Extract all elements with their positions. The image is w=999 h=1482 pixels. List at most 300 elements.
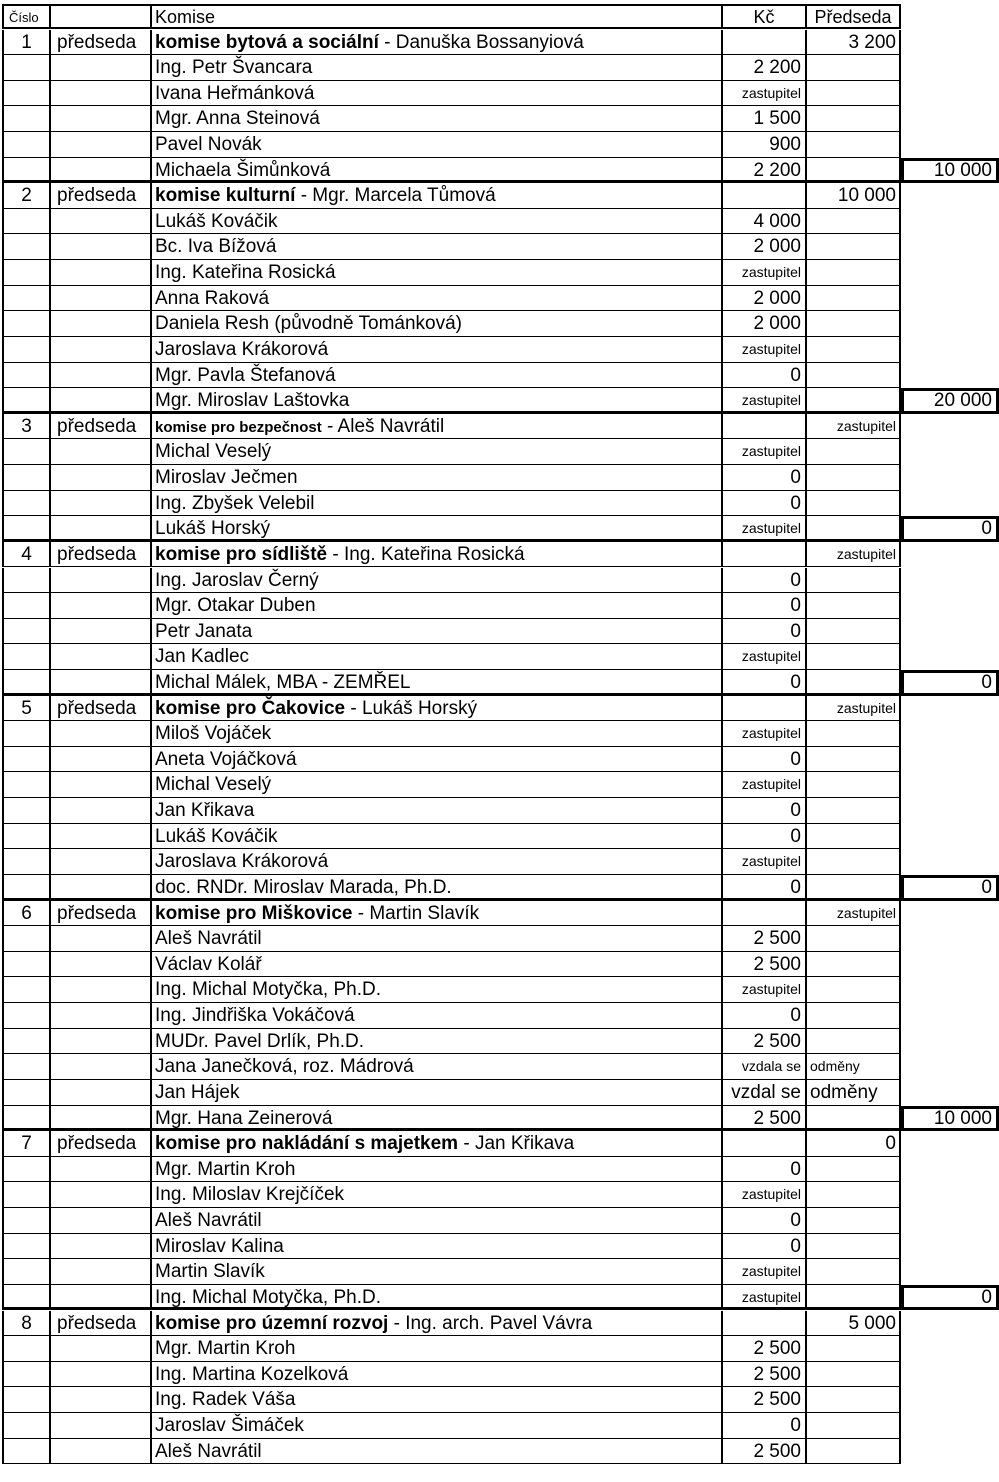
cell-kc[interactable]: 0 xyxy=(723,1003,807,1029)
cell-predseda[interactable] xyxy=(807,1362,901,1388)
cell-member-name[interactable]: Aleš Navrátil xyxy=(152,1439,723,1465)
cell-number[interactable] xyxy=(2,260,51,286)
cell-kc[interactable] xyxy=(723,1131,807,1157)
cell-predseda[interactable] xyxy=(807,1285,901,1311)
cell-predseda[interactable] xyxy=(807,1259,901,1285)
cell-total[interactable] xyxy=(901,1182,999,1208)
cell-member-name[interactable]: Ing. Kateřina Rosická xyxy=(152,260,723,286)
cell-kc[interactable]: 2 200 xyxy=(723,55,807,81)
cell-predseda[interactable]: zastupitel xyxy=(807,542,901,568)
cell-total[interactable] xyxy=(901,311,999,337)
cell-number[interactable] xyxy=(2,465,51,491)
cell-number[interactable] xyxy=(2,977,51,1003)
cell-role[interactable] xyxy=(51,234,152,260)
cell-kc[interactable]: 2 000 xyxy=(723,286,807,312)
cell-kc[interactable]: 0 xyxy=(723,1157,807,1183)
cell-number[interactable] xyxy=(2,1439,51,1465)
cell-kc[interactable]: 0 xyxy=(723,1208,807,1234)
cell-kc[interactable]: 2 000 xyxy=(723,311,807,337)
cell-predseda[interactable] xyxy=(807,952,901,978)
header-blank[interactable] xyxy=(51,4,152,29)
cell-member-name[interactable]: Mgr. Otakar Duben xyxy=(152,593,723,619)
cell-member-name[interactable]: Jan Kadlec xyxy=(152,644,723,670)
cell-commission[interactable] xyxy=(152,30,723,56)
cell-predseda[interactable] xyxy=(807,1208,901,1234)
cell-total[interactable] xyxy=(901,721,999,747)
cell-kc[interactable]: vzdal se xyxy=(723,1080,807,1106)
cell-role[interactable] xyxy=(51,1387,152,1413)
cell-member-name[interactable]: Michal Veselý xyxy=(152,772,723,798)
cell-total[interactable] xyxy=(901,1387,999,1413)
cell-role[interactable] xyxy=(51,1003,152,1029)
cell-role[interactable] xyxy=(51,721,152,747)
cell-role[interactable]: předseda xyxy=(51,1311,152,1337)
cell-number[interactable] xyxy=(2,491,51,517)
cell-role[interactable] xyxy=(51,798,152,824)
cell-number[interactable] xyxy=(2,798,51,824)
cell-number[interactable] xyxy=(2,1080,51,1106)
cell-number[interactable] xyxy=(2,952,51,978)
cell-number[interactable] xyxy=(2,1208,51,1234)
cell-member-name[interactable]: Jan Hájek xyxy=(152,1080,723,1106)
cell-role[interactable] xyxy=(51,875,152,901)
cell-kc[interactable]: 0 xyxy=(723,798,807,824)
cell-total[interactable] xyxy=(901,1234,999,1260)
cell-kc[interactable]: 2 500 xyxy=(723,1336,807,1362)
cell-total[interactable] xyxy=(901,1259,999,1285)
cell-kc[interactable]: 2 000 xyxy=(723,234,807,260)
cell-commission[interactable] xyxy=(152,1131,723,1157)
cell-kc[interactable]: 900 xyxy=(723,132,807,158)
cell-commission[interactable] xyxy=(152,414,723,440)
cell-total[interactable] xyxy=(901,772,999,798)
cell-total[interactable] xyxy=(901,1029,999,1055)
cell-number[interactable] xyxy=(2,1362,51,1388)
cell-number[interactable] xyxy=(2,1336,51,1362)
cell-kc[interactable]: zastupitel xyxy=(723,439,807,465)
cell-kc[interactable]: 0 xyxy=(723,1413,807,1439)
cell-predseda[interactable] xyxy=(807,1157,901,1183)
cell-total[interactable] xyxy=(901,81,999,107)
cell-commission[interactable] xyxy=(152,183,723,209)
cell-member-name[interactable]: Aleš Navrátil xyxy=(152,1208,723,1234)
cell-total[interactable]: 0 xyxy=(901,670,999,696)
cell-commission[interactable] xyxy=(152,1311,723,1337)
cell-predseda[interactable] xyxy=(807,286,901,312)
cell-number[interactable]: 3 xyxy=(2,414,51,440)
cell-member-name[interactable]: Lukáš Horský xyxy=(152,516,723,542)
cell-kc[interactable]: 0 xyxy=(723,824,807,850)
cell-member-name[interactable]: Ing. Miloslav Krejčíček xyxy=(152,1182,723,1208)
cell-number[interactable] xyxy=(2,670,51,696)
cell-kc[interactable]: zastupitel xyxy=(723,849,807,875)
cell-member-name[interactable]: Aleš Navrátil xyxy=(152,926,723,952)
cell-kc[interactable]: 2 500 xyxy=(723,926,807,952)
cell-number[interactable] xyxy=(2,1387,51,1413)
cell-role[interactable]: předseda xyxy=(51,542,152,568)
cell-predseda[interactable] xyxy=(807,311,901,337)
cell-predseda[interactable]: 0 xyxy=(807,1131,901,1157)
cell-number[interactable] xyxy=(2,363,51,389)
cell-number[interactable] xyxy=(2,311,51,337)
cell-predseda[interactable] xyxy=(807,260,901,286)
cell-number[interactable] xyxy=(2,132,51,158)
cell-predseda[interactable] xyxy=(807,234,901,260)
cell-kc[interactable] xyxy=(723,542,807,568)
cell-role[interactable] xyxy=(51,209,152,235)
cell-role[interactable] xyxy=(51,1208,152,1234)
cell-predseda[interactable] xyxy=(807,1439,901,1465)
cell-role[interactable] xyxy=(51,286,152,312)
cell-member-name[interactable]: Bc. Iva Bížová xyxy=(152,234,723,260)
cell-role[interactable] xyxy=(51,1234,152,1260)
cell-predseda[interactable]: odměny xyxy=(807,1080,901,1106)
cell-total[interactable] xyxy=(901,1054,999,1080)
cell-number[interactable] xyxy=(2,1003,51,1029)
cell-number[interactable] xyxy=(2,644,51,670)
cell-kc[interactable]: zastupitel xyxy=(723,977,807,1003)
cell-predseda[interactable] xyxy=(807,593,901,619)
cell-role[interactable] xyxy=(51,363,152,389)
cell-number[interactable] xyxy=(2,619,51,645)
cell-member-name[interactable]: Mgr. Miroslav Laštovka xyxy=(152,388,723,414)
cell-kc[interactable]: zastupitel xyxy=(723,644,807,670)
cell-kc[interactable]: 2 200 xyxy=(723,158,807,184)
cell-predseda[interactable] xyxy=(807,849,901,875)
cell-kc[interactable]: vzdala se xyxy=(723,1054,807,1080)
cell-kc[interactable]: zastupitel xyxy=(723,516,807,542)
cell-number[interactable] xyxy=(2,1106,51,1132)
cell-role[interactable] xyxy=(51,619,152,645)
cell-predseda[interactable] xyxy=(807,516,901,542)
cell-total[interactable] xyxy=(901,491,999,517)
cell-total[interactable] xyxy=(901,593,999,619)
cell-member-name[interactable]: Ivana Heřmánková xyxy=(152,81,723,107)
cell-member-name[interactable]: Miroslav Kalina xyxy=(152,1234,723,1260)
cell-kc[interactable]: 0 xyxy=(723,747,807,773)
cell-number[interactable] xyxy=(2,1413,51,1439)
cell-role[interactable] xyxy=(51,824,152,850)
cell-kc[interactable]: 0 xyxy=(723,363,807,389)
cell-kc[interactable] xyxy=(723,696,807,722)
cell-member-name[interactable]: Ing. Michal Motyčka, Ph.D. xyxy=(152,977,723,1003)
cell-number[interactable]: 5 xyxy=(2,696,51,722)
cell-kc[interactable]: 2 500 xyxy=(723,1106,807,1132)
cell-role[interactable] xyxy=(51,593,152,619)
cell-kc[interactable]: zastupitel xyxy=(723,260,807,286)
cell-kc[interactable] xyxy=(723,30,807,56)
cell-role[interactable] xyxy=(51,747,152,773)
cell-member-name[interactable]: Martin Slavík xyxy=(152,1259,723,1285)
cell-predseda[interactable] xyxy=(807,721,901,747)
cell-member-name[interactable]: MUDr. Pavel Drlík, Ph.D. xyxy=(152,1029,723,1055)
cell-number[interactable] xyxy=(2,1029,51,1055)
cell-total[interactable] xyxy=(901,132,999,158)
cell-member-name[interactable]: Jaroslav Šimáček xyxy=(152,1413,723,1439)
cell-total[interactable]: 10 000 xyxy=(901,1106,999,1132)
cell-total[interactable] xyxy=(901,260,999,286)
cell-role[interactable] xyxy=(51,311,152,337)
cell-kc[interactable]: 2 500 xyxy=(723,1362,807,1388)
cell-kc[interactable]: 1 500 xyxy=(723,106,807,132)
cell-predseda[interactable] xyxy=(807,132,901,158)
cell-member-name[interactable]: Mgr. Anna Steinová xyxy=(152,106,723,132)
cell-member-name[interactable]: Pavel Novák xyxy=(152,132,723,158)
cell-number[interactable] xyxy=(2,439,51,465)
cell-number[interactable]: 4 xyxy=(2,542,51,568)
cell-role[interactable] xyxy=(51,132,152,158)
cell-predseda[interactable] xyxy=(807,875,901,901)
cell-role[interactable] xyxy=(51,106,152,132)
cell-total[interactable] xyxy=(901,619,999,645)
cell-total[interactable] xyxy=(901,106,999,132)
cell-total[interactable] xyxy=(901,1413,999,1439)
cell-number[interactable] xyxy=(2,209,51,235)
cell-role[interactable]: předseda xyxy=(51,1131,152,1157)
cell-role[interactable] xyxy=(51,260,152,286)
cell-predseda[interactable] xyxy=(807,619,901,645)
cell-role[interactable]: předseda xyxy=(51,30,152,56)
cell-predseda[interactable] xyxy=(807,1413,901,1439)
cell-member-name[interactable]: Lukáš Kováčik xyxy=(152,824,723,850)
cell-total[interactable] xyxy=(901,286,999,312)
cell-role[interactable] xyxy=(51,388,152,414)
cell-kc[interactable] xyxy=(723,183,807,209)
cell-kc[interactable]: zastupitel xyxy=(723,81,807,107)
cell-predseda[interactable] xyxy=(807,670,901,696)
cell-role[interactable] xyxy=(51,1029,152,1055)
cell-role[interactable] xyxy=(51,1362,152,1388)
cell-number[interactable] xyxy=(2,1157,51,1183)
cell-member-name[interactable]: Mgr. Martin Kroh xyxy=(152,1157,723,1183)
cell-predseda[interactable] xyxy=(807,977,901,1003)
cell-role[interactable] xyxy=(51,1080,152,1106)
cell-number[interactable]: 7 xyxy=(2,1131,51,1157)
cell-total[interactable] xyxy=(901,1336,999,1362)
cell-role[interactable] xyxy=(51,81,152,107)
cell-total[interactable] xyxy=(901,926,999,952)
cell-role[interactable] xyxy=(51,465,152,491)
cell-number[interactable] xyxy=(2,568,51,594)
cell-predseda[interactable] xyxy=(807,439,901,465)
cell-total[interactable] xyxy=(901,952,999,978)
cell-number[interactable]: 6 xyxy=(2,901,51,927)
cell-number[interactable] xyxy=(2,516,51,542)
cell-total[interactable] xyxy=(901,234,999,260)
cell-total[interactable] xyxy=(901,1080,999,1106)
cell-predseda[interactable]: zastupitel xyxy=(807,696,901,722)
cell-member-name[interactable]: Michaela Šimůnková xyxy=(152,158,723,184)
cell-predseda[interactable] xyxy=(807,363,901,389)
cell-kc[interactable]: 2 500 xyxy=(723,1029,807,1055)
cell-kc[interactable]: 0 xyxy=(723,465,807,491)
cell-role[interactable]: předseda xyxy=(51,183,152,209)
cell-kc[interactable]: 0 xyxy=(723,619,807,645)
cell-predseda[interactable] xyxy=(807,388,901,414)
cell-number[interactable] xyxy=(2,158,51,184)
cell-role[interactable] xyxy=(51,1413,152,1439)
cell-kc[interactable] xyxy=(723,1311,807,1337)
cell-kc[interactable]: zastupitel xyxy=(723,1285,807,1311)
cell-number[interactable] xyxy=(2,337,51,363)
cell-role[interactable] xyxy=(51,977,152,1003)
cell-role[interactable] xyxy=(51,1054,152,1080)
cell-total[interactable]: 0 xyxy=(901,516,999,542)
cell-total[interactable] xyxy=(901,1003,999,1029)
cell-number[interactable] xyxy=(2,1182,51,1208)
cell-number[interactable] xyxy=(2,1234,51,1260)
cell-role[interactable] xyxy=(51,491,152,517)
cell-total[interactable] xyxy=(901,30,999,56)
cell-member-name[interactable]: Anna Raková xyxy=(152,286,723,312)
cell-predseda[interactable] xyxy=(807,824,901,850)
cell-predseda[interactable] xyxy=(807,337,901,363)
cell-predseda[interactable] xyxy=(807,158,901,184)
cell-number[interactable] xyxy=(2,81,51,107)
cell-number[interactable] xyxy=(2,55,51,81)
cell-total[interactable]: 0 xyxy=(901,1285,999,1311)
cell-total[interactable]: 0 xyxy=(901,875,999,901)
cell-total[interactable] xyxy=(901,644,999,670)
cell-kc[interactable]: 2 500 xyxy=(723,1387,807,1413)
cell-role[interactable] xyxy=(51,337,152,363)
cell-number[interactable] xyxy=(2,234,51,260)
cell-predseda[interactable] xyxy=(807,81,901,107)
cell-number[interactable] xyxy=(2,926,51,952)
header-predseda[interactable]: Předseda xyxy=(807,4,901,29)
cell-total[interactable] xyxy=(901,1362,999,1388)
cell-member-name[interactable]: Jaroslava Krákorová xyxy=(152,849,723,875)
cell-predseda[interactable] xyxy=(807,55,901,81)
cell-member-name[interactable]: Ing. Jindřiška Vokáčová xyxy=(152,1003,723,1029)
cell-member-name[interactable]: Daniela Resh (původně Tománková) xyxy=(152,311,723,337)
cell-member-name[interactable]: doc. RNDr. Miroslav Marada, Ph.D. xyxy=(152,875,723,901)
cell-kc[interactable]: 0 xyxy=(723,875,807,901)
cell-kc[interactable]: 2 500 xyxy=(723,952,807,978)
cell-member-name[interactable]: Ing. Radek Váša xyxy=(152,1387,723,1413)
cell-kc[interactable]: 0 xyxy=(723,670,807,696)
cell-member-name[interactable]: Miroslav Ječmen xyxy=(152,465,723,491)
cell-predseda[interactable]: 5 000 xyxy=(807,1311,901,1337)
cell-role[interactable] xyxy=(51,1259,152,1285)
cell-kc[interactable]: zastupitel xyxy=(723,721,807,747)
cell-total[interactable] xyxy=(901,1311,999,1337)
cell-role[interactable] xyxy=(51,952,152,978)
cell-number[interactable] xyxy=(2,286,51,312)
cell-role[interactable] xyxy=(51,516,152,542)
cell-predseda[interactable] xyxy=(807,1182,901,1208)
cell-kc[interactable]: 0 xyxy=(723,593,807,619)
cell-predseda[interactable] xyxy=(807,106,901,132)
cell-kc[interactable]: 0 xyxy=(723,1234,807,1260)
cell-number[interactable] xyxy=(2,593,51,619)
cell-total[interactable] xyxy=(901,337,999,363)
cell-member-name[interactable]: Jaroslava Krákorová xyxy=(152,337,723,363)
cell-kc[interactable]: 2 500 xyxy=(723,1439,807,1465)
cell-total[interactable] xyxy=(901,568,999,594)
cell-number[interactable] xyxy=(2,1285,51,1311)
cell-role[interactable] xyxy=(51,1285,152,1311)
cell-member-name[interactable]: Mgr. Hana Zeinerová xyxy=(152,1106,723,1132)
cell-member-name[interactable]: Miloš Vojáček xyxy=(152,721,723,747)
cell-predseda[interactable]: odměny xyxy=(807,1054,901,1080)
cell-role[interactable]: předseda xyxy=(51,696,152,722)
cell-member-name[interactable]: Jan Křikava xyxy=(152,798,723,824)
cell-number[interactable] xyxy=(2,106,51,132)
cell-predseda[interactable]: 10 000 xyxy=(807,183,901,209)
cell-total[interactable] xyxy=(901,1131,999,1157)
cell-role[interactable] xyxy=(51,568,152,594)
cell-kc[interactable]: zastupitel xyxy=(723,388,807,414)
cell-role[interactable]: předseda xyxy=(51,901,152,927)
cell-kc[interactable]: zastupitel xyxy=(723,1182,807,1208)
cell-predseda[interactable] xyxy=(807,747,901,773)
header-kc[interactable]: Kč xyxy=(723,4,807,29)
cell-role[interactable] xyxy=(51,670,152,696)
cell-number[interactable] xyxy=(2,1259,51,1285)
cell-member-name[interactable]: Mgr. Martin Kroh xyxy=(152,1336,723,1362)
cell-member-name[interactable]: Petr Janata xyxy=(152,619,723,645)
cell-member-name[interactable]: Ing. Michal Motyčka, Ph.D. xyxy=(152,1285,723,1311)
cell-member-name[interactable]: Michal Veselý xyxy=(152,439,723,465)
cell-predseda[interactable] xyxy=(807,1336,901,1362)
cell-predseda[interactable] xyxy=(807,798,901,824)
cell-predseda[interactable] xyxy=(807,491,901,517)
cell-total[interactable] xyxy=(901,183,999,209)
cell-predseda[interactable]: zastupitel xyxy=(807,901,901,927)
cell-role[interactable] xyxy=(51,1336,152,1362)
cell-predseda[interactable] xyxy=(807,209,901,235)
cell-number[interactable] xyxy=(2,1054,51,1080)
cell-number[interactable] xyxy=(2,721,51,747)
cell-predseda[interactable] xyxy=(807,1234,901,1260)
cell-kc[interactable]: zastupitel xyxy=(723,1259,807,1285)
cell-role[interactable] xyxy=(51,1182,152,1208)
cell-role[interactable] xyxy=(51,772,152,798)
cell-predseda[interactable] xyxy=(807,1003,901,1029)
cell-member-name[interactable]: Lukáš Kováčik xyxy=(152,209,723,235)
header-komise[interactable]: Komise xyxy=(152,4,723,29)
cell-total[interactable] xyxy=(901,977,999,1003)
cell-total[interactable] xyxy=(901,414,999,440)
cell-kc[interactable]: 0 xyxy=(723,491,807,517)
cell-member-name[interactable]: Mgr. Pavla Štefanová xyxy=(152,363,723,389)
cell-kc[interactable] xyxy=(723,414,807,440)
cell-role[interactable] xyxy=(51,849,152,875)
cell-predseda[interactable] xyxy=(807,926,901,952)
cell-predseda[interactable] xyxy=(807,568,901,594)
cell-role[interactable]: předseda xyxy=(51,414,152,440)
cell-total[interactable] xyxy=(901,1439,999,1465)
cell-kc[interactable]: zastupitel xyxy=(723,772,807,798)
cell-number[interactable]: 2 xyxy=(2,183,51,209)
cell-predseda[interactable] xyxy=(807,1387,901,1413)
cell-predseda[interactable] xyxy=(807,1106,901,1132)
cell-predseda[interactable] xyxy=(807,465,901,491)
cell-role[interactable] xyxy=(51,439,152,465)
cell-total[interactable] xyxy=(901,901,999,927)
cell-total[interactable] xyxy=(901,1208,999,1234)
cell-kc[interactable]: 4 000 xyxy=(723,209,807,235)
cell-role[interactable] xyxy=(51,926,152,952)
cell-number[interactable]: 1 xyxy=(2,30,51,56)
cell-number[interactable] xyxy=(2,824,51,850)
cell-kc[interactable]: 0 xyxy=(723,568,807,594)
cell-number[interactable] xyxy=(2,772,51,798)
cell-number[interactable]: 8 xyxy=(2,1311,51,1337)
cell-commission[interactable] xyxy=(152,901,723,927)
cell-total[interactable] xyxy=(901,824,999,850)
